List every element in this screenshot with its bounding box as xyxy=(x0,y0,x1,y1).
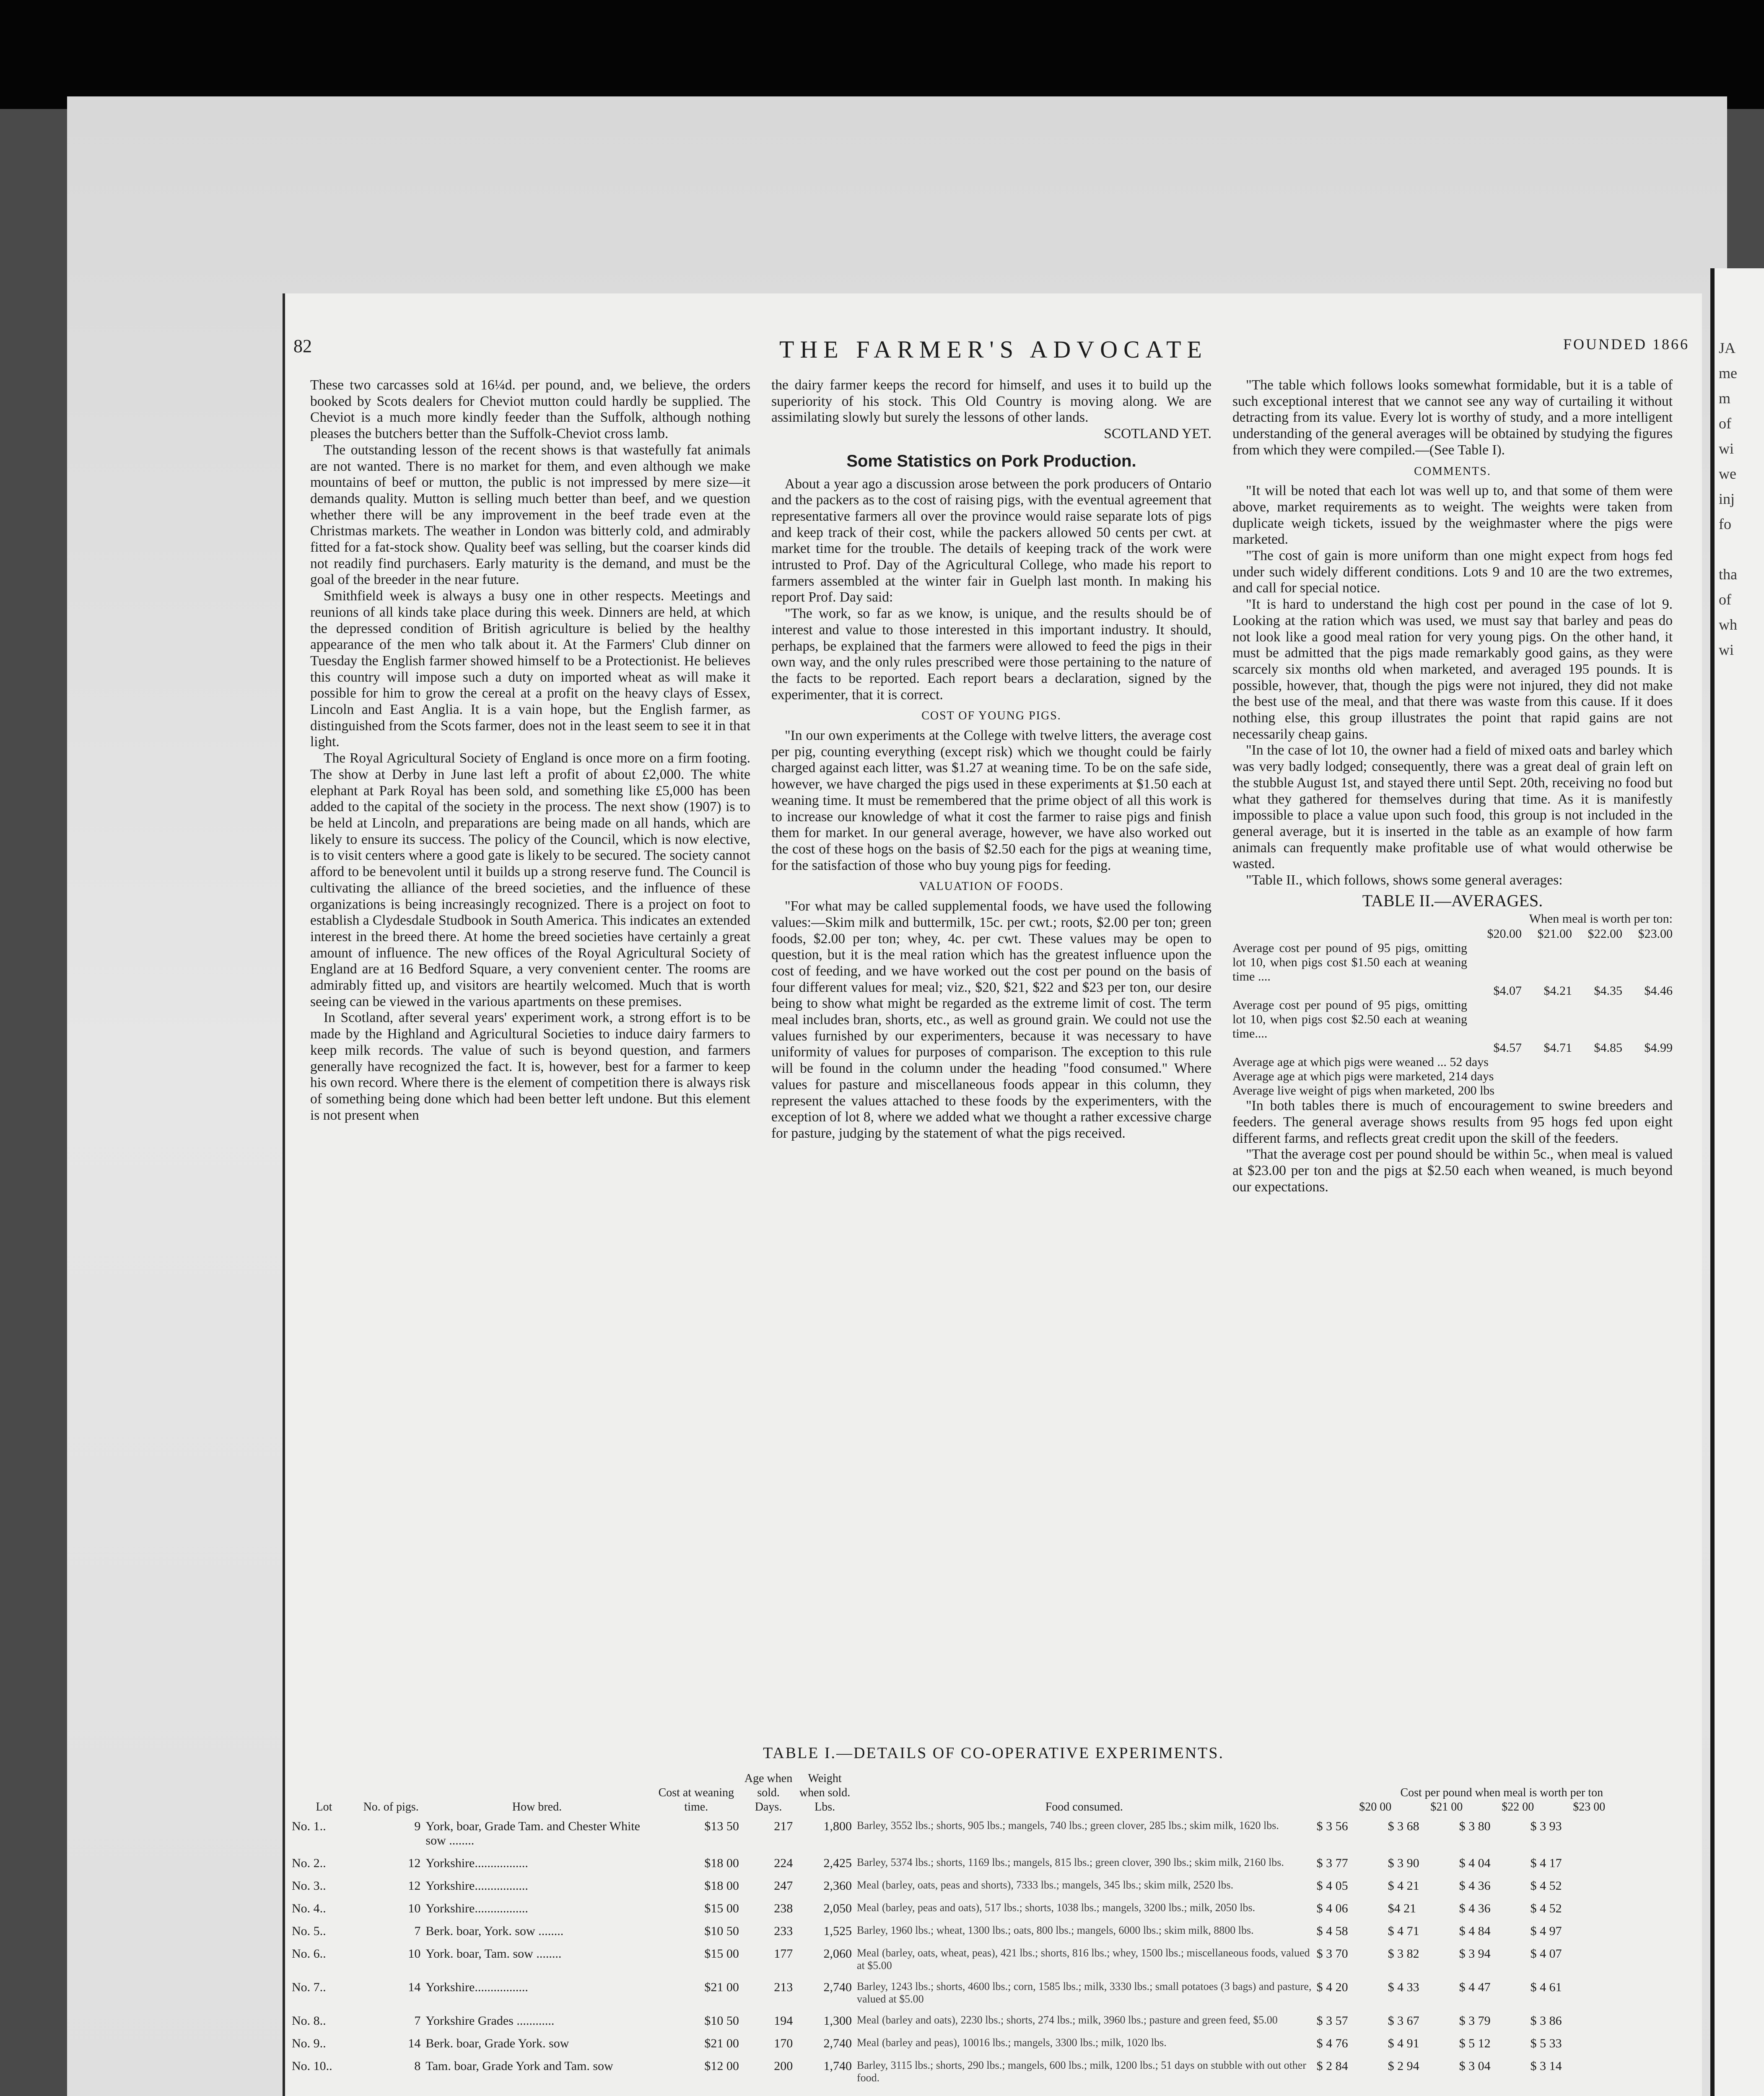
cost-per-pound-cell xyxy=(1314,2055,1689,2088)
table-cell: $4.57 xyxy=(1493,1041,1522,1055)
column-header: No. of pigs. xyxy=(363,1800,419,1813)
cost-value: $ 3 14 xyxy=(1530,2059,1562,2073)
weight-cell: 2,740 xyxy=(823,2036,852,2050)
paragraph: "For what may be called supplemental foods, we have used the following values:—Skim milk and buttermilk, 15c. per cwt.; roots, $2.00 per ton; green foods, $2.00 per ton; whey, 4c. per cwt. These values may be open to question, but it is the meal ration which has the greatest influence upon the cost of feeding, and we have worked out the cost per pound on the basis of four different values for meal; viz., $20, $21, $22 and $23 per ton, our desire being to show what might be regarded as the extreme limit of cost. The term meal includes bran, shorts, etc., as well as ground grain. We could not use the values furnished by our experimenters, because it was necessary to have uniformity of values for purposes of comparison. The exception to this rule will be found in the column under the heading "food consumed." Where values for pasture and miscellaneous foods appear in this column, they represent the values attached to these foods by the experimenters, with the exception of lot 8, where we added what we thought a rather excessive charge for pasture, judging by the statement of what the pigs received. xyxy=(771,898,1211,1141)
weight-cell: 1,800 xyxy=(823,1819,852,1833)
breed-cell: Yorkshire................. xyxy=(425,1879,528,1893)
weight-cell: 2,360 xyxy=(823,1879,852,1893)
weaning-cost-cell: $15 00 xyxy=(704,1901,739,1915)
breed-cell: Berk. boar, Grade York. sow xyxy=(425,2036,569,2050)
weaning-cost-cell: $10 50 xyxy=(704,1924,739,1938)
weight-cell: 2,740 xyxy=(823,1980,852,1994)
cost-value: $ 2 94 xyxy=(1388,2059,1419,2073)
table-2-prices xyxy=(1232,927,1673,941)
pigs-cell: 12 xyxy=(408,1856,421,1870)
cost-value: $ 3 79 xyxy=(1459,2014,1491,2028)
column-header: Weight when sold. Lbs. xyxy=(799,1772,851,1813)
price-header: $23 00 xyxy=(1573,1800,1606,1813)
table-row xyxy=(289,2055,1689,2088)
weight-cell: 1,300 xyxy=(823,2014,852,2028)
cost-per-pound-cell xyxy=(1314,1815,1689,1852)
cost-value: $ 3 94 xyxy=(1459,1947,1491,1961)
subheading: VALUATION OF FOODS. xyxy=(919,880,1064,893)
table-cell: $21.00 xyxy=(1537,927,1572,941)
cost-value: $ 4 47 xyxy=(1459,1980,1491,1994)
adjacent-page-text: JA me m of wi we inj fo tha of wh wi xyxy=(1719,340,1737,658)
cost-value: $ 4 33 xyxy=(1388,1980,1419,1994)
price-header: $22 00 xyxy=(1502,1800,1534,1813)
cost-value: $ 4 97 xyxy=(1530,1924,1562,1938)
table-cell: $4.85 xyxy=(1594,1041,1622,1055)
weight-cell: 2,060 xyxy=(823,1947,852,1961)
weaning-cost-cell: $18 00 xyxy=(704,1879,739,1893)
table-cell: $4.07 xyxy=(1493,984,1522,998)
weaning-cost-cell: $10 50 xyxy=(704,2014,739,2028)
masthead: THE FARMER'S ADVOCATE xyxy=(779,336,1208,363)
table-row xyxy=(289,1943,1689,1976)
cost-per-pound-cell xyxy=(1314,1920,1689,1943)
cost-value: $ 3 86 xyxy=(1530,2014,1562,2028)
table-cell: $4.99 xyxy=(1644,1041,1673,1055)
breed-cell: Yorkshire................. xyxy=(425,1980,528,1994)
breed-cell: Yorkshire................. xyxy=(425,1901,528,1915)
page-header xyxy=(285,335,1702,365)
lot-cell: No. 1.. xyxy=(292,1819,326,1833)
food-cell: Barley, 5374 lbs.; shorts, 1169 lbs.; mangels, 815 lbs.; green clover, 390 lbs.; skim milk, 2160 lbs. xyxy=(857,1856,1284,1868)
cost-value: $ 3 04 xyxy=(1459,2059,1491,2073)
founded-label: FOUNDED 1866 xyxy=(1563,336,1689,353)
cost-per-pound-cell xyxy=(1314,1943,1689,1976)
paragraph: Smithfield week is always a busy one in other respects. Meetings and reunions of all kinds take place during this week. Dinners are held, at which the depressed condition of British agriculture is belied by the healthy appearance of the men who talk about it. At the Farmers' Club dinner on Tuesday the English farmer showed himself to be a Protectionist. He believes this country will impose such a duty on imported wheat as will make it possible for him to grow the cereal at a profit on the heavy clays of Essex, Lincoln and East Anglia. It is a vain hope, but the English farmer, as distinguished from the Scots farmer, does not in the least seem to see it in that light. xyxy=(310,588,750,750)
table-cell: $23.00 xyxy=(1638,927,1673,941)
table-2-row-label: Average cost per pound of 95 pigs, omitting lot 10, when pigs cost $1.50 each at weaning time .... xyxy=(1232,941,1467,984)
cost-value: $ 3 68 xyxy=(1388,1819,1419,1833)
price-headers xyxy=(1317,1800,1687,1814)
age-cell: 238 xyxy=(774,1901,793,1915)
cost-value: $ 3 90 xyxy=(1388,1856,1419,1870)
table-2-row-values xyxy=(1232,1041,1673,1055)
cost-per-pound-cell xyxy=(1314,1852,1689,1875)
lot-cell: No. 4.. xyxy=(292,1901,326,1915)
cost-value: $ 4 36 xyxy=(1459,1901,1491,1915)
table-row xyxy=(289,1875,1689,1897)
cost-value: $ 5 12 xyxy=(1459,2036,1491,2050)
age-cell: 233 xyxy=(774,1924,793,1938)
cost-value: $ 4 17 xyxy=(1530,1856,1562,1870)
weaning-cost-cell: $18 00 xyxy=(704,1856,739,1870)
weight-cell: 1,740 xyxy=(823,2059,852,2073)
paragraph: "In both tables there is much of encouragement to swine breeders and feeders. The general average shows results from 95 hogs fed upon eight different farms, and reflects great credit upon the skill of the feeders. xyxy=(1232,1098,1673,1146)
table-row xyxy=(289,1920,1689,1943)
cost-per-pound-cell xyxy=(1314,1897,1689,1920)
age-cell: 194 xyxy=(774,2014,793,2028)
paragraph: The Royal Agricultural Society of England is once more on a firm footing. The show at Derby in June last left a profit of about £2,000. The white elephant at Park Royal has been sold, and something like £5,000 has been added to the capital of the society in the process. The next show (1907) is to be held at Lincoln, and preparations are being made on all hands, which are likely to ensure its success. The policy of the Council, which is now elective, is to visit centers where a good gate is likely to be secured. The society cannot afford to be benevolent until it builds up a strong reserve fund. The Council is cultivating the alliance of the breed societies, and the influence of these organizations is being increasingly recognized. There is a project on foot to establish a Clydesdale Studbook in South America. This indicates an extended interest in the breed there. At home the breed societies have certainly a great amount of influence. The new offices of the Royal Agricultural Society of England are at 16 Bedford Square, a very convenient center. The rooms are admirably fitted up, and visitors are heartily welcomed. Much that is worth seeing can be viewed in the various apartments on these premises. xyxy=(310,750,750,1009)
paragraph: These two carcasses sold at 16¼d. per pound, and, we believe, the orders booked by Scots dealers for Cheviot mutton could hardly be supplied. The Cheviot is a much more kindly feeder than the Suffolk, although nothing pleases the butchers better than the Suffolk-Cheviot cross lamb. xyxy=(310,377,750,442)
cost-value: $ 4 36 xyxy=(1459,1879,1491,1893)
table-cell: $4.35 xyxy=(1594,984,1622,998)
pigs-cell: 12 xyxy=(408,1879,421,1893)
price-header: $20 00 xyxy=(1359,1800,1392,1813)
page-number: 82 xyxy=(293,336,312,356)
cost-value: $ 4 52 xyxy=(1530,1879,1562,1893)
cost-value: $ 3 80 xyxy=(1459,1819,1491,1833)
breed-cell: Yorkshire Grades ............ xyxy=(425,2014,555,2028)
column-1 xyxy=(310,377,750,1123)
pigs-cell: 9 xyxy=(414,1819,421,1833)
table-row xyxy=(289,2010,1689,2032)
table-1-grid xyxy=(289,1771,1689,2088)
pigs-cell: 7 xyxy=(414,1924,421,1938)
food-cell: Meal (barley and peas), 10016 lbs.; mangels, 3300 lbs.; milk, 1020 lbs. xyxy=(857,2036,1167,2049)
breed-cell: York, boar, Grade Tam. and Chester White sow ........ xyxy=(425,1819,640,1847)
cost-value: $ 3 77 xyxy=(1316,1856,1348,1870)
lot-cell: No. 3.. xyxy=(292,1879,326,1893)
cost-value: $ 4 04 xyxy=(1459,1856,1491,1870)
table-2-line: Average live weight of pigs when marketed, 200 lbs xyxy=(1232,1084,1495,1098)
pigs-cell: 7 xyxy=(414,2014,421,2028)
article-heading: Some Statistics on Pork Production. xyxy=(846,451,1136,470)
table-cell: $20.00 xyxy=(1487,927,1522,941)
paragraph: "The work, so far as we know, is unique, and the results should be of interest and value to those interested in this important industry. It should, perhaps, be explained that the farmers were allowed to feed the pigs in their own way, and the only rules prescribed were those pertaining to the nature of the facts to be reported. Each report bears a declaration, signed by the experimenter, that it is correct. xyxy=(771,606,1211,703)
age-cell: 224 xyxy=(774,1856,793,1870)
food-cell: Barley, 1243 lbs.; shorts, 4600 lbs.; corn, 1585 lbs.; milk, 3330 lbs.; small potatoes (3 bags) and pasture, valued at $5.00 xyxy=(857,1980,1312,2005)
paragraph: "In our own experiments at the College with twelve litters, the average cost per pig, counting everything (except risk) which we thought could be fairly charged against each litter, was $1.27 at weaning time. To be on the safe side, however, we have charged the pigs used in these experiments at $1.50 each at weaning time. It must be remembered that the prime object of all this work is to increase our knowledge of what it cost the farmer to raise pigs and finish them for market. In our general average, however, we have also worked out the cost of these hogs on the basis of $2.50 each for the pigs at weaning time, for the satisfaction of those who buy young pigs for feeding. xyxy=(771,728,1211,873)
cost-value: $ 4 91 xyxy=(1388,2036,1419,2050)
cost-value: $ 4 07 xyxy=(1530,1947,1562,1961)
age-cell: 247 xyxy=(774,1879,793,1893)
table-2-header: When meal is worth per ton: xyxy=(1529,911,1673,926)
column-header: Lot xyxy=(316,1800,332,1813)
weight-cell: 1,525 xyxy=(823,1924,852,1938)
cost-value: $ 2 84 xyxy=(1316,2059,1348,2073)
breed-cell: Yorkshire................. xyxy=(425,1856,528,1870)
weaning-cost-cell: $21 00 xyxy=(704,1980,739,1994)
lot-cell: No. 7.. xyxy=(292,1980,326,1994)
table-2-line: Average age at which pigs were marketed, 214 days xyxy=(1232,1069,1494,1084)
cost-value: $ 4 20 xyxy=(1316,1980,1348,1994)
cost-value: $ 3 70 xyxy=(1316,1947,1348,1961)
age-cell: 170 xyxy=(774,2036,793,2050)
weight-cell: 2,050 xyxy=(823,1901,852,1915)
cost-value: $ 4 71 xyxy=(1388,1924,1419,1938)
weaning-cost-cell: $12 00 xyxy=(704,2059,739,2073)
cost-header: Cost per pound when meal is worth per ton xyxy=(1400,1786,1603,1799)
pigs-cell: 8 xyxy=(414,2059,421,2073)
weaning-cost-cell: $15 00 xyxy=(704,1947,739,1961)
lot-cell: No. 8.. xyxy=(292,2014,326,2028)
table-2-line: Average age at which pigs were weaned ... 52 days xyxy=(1232,1055,1489,1069)
cost-value: $ 4 06 xyxy=(1316,1901,1348,1915)
cost-value: $ 5 33 xyxy=(1530,2036,1562,2050)
food-cell: Meal (barley, oats, peas and shorts), 7333 lbs.; mangels, 345 lbs.; skim milk, 2520 lbs. xyxy=(857,1879,1234,1891)
age-cell: 177 xyxy=(774,1947,793,1961)
cost-per-pound-cell xyxy=(1314,2032,1689,2055)
table-2-row-values xyxy=(1232,984,1673,998)
breed-cell: Berk. boar, York. sow ........ xyxy=(425,1924,564,1938)
age-cell: 217 xyxy=(774,1819,793,1833)
table-2-row-label: Average cost per pound of 95 pigs, omitting lot 10, when pigs cost $2.50 each at weaning time.... xyxy=(1232,998,1467,1041)
paragraph: "It will be noted that each lot was well up to, and that some of them were above, market requirements as to weight. The weights were taken from duplicate weigh tickets, issued by the weighmaster where the pigs were marketed. xyxy=(1232,483,1673,547)
table-1-body xyxy=(289,1815,1689,2088)
paragraph: "Table II., which follows, shows some general averages: xyxy=(1246,872,1563,888)
author-signature: SCOTLAND YET. xyxy=(1104,426,1211,442)
table-cell: $4.71 xyxy=(1544,1041,1572,1055)
age-cell: 200 xyxy=(774,2059,793,2073)
column-header xyxy=(1314,1771,1689,1815)
cost-value: $4 21 xyxy=(1388,1901,1416,1915)
paragraph: "The table which follows looks somewhat formidable, but it is a table of such exceptional interest that we cannot see any way of curtailing it without detracting from its value. Every lot is worthy of study, and a more intelligent understanding of the general averages will be obtained by studying the figures from which they were compiled.—(See Table I). xyxy=(1232,377,1673,458)
food-cell: Barley, 1960 lbs.; wheat, 1300 lbs.; oats, 800 lbs.; mangels, 6000 lbs.; skim milk, 8800 lbs. xyxy=(857,1924,1254,1936)
table-row xyxy=(289,1815,1689,1852)
table-row xyxy=(289,1897,1689,1920)
table-row xyxy=(289,1852,1689,1875)
cost-value: $ 3 67 xyxy=(1388,2014,1419,2028)
food-cell: Meal (barley, peas and oats), 517 lbs.; shorts, 1038 lbs.; mangels, 3200 lbs.; milk, 2050 lbs. xyxy=(857,1901,1256,1914)
paragraph: In Scotland, after several years' experiment work, a strong effort is to be made by the Highland and Agricultural Societies to induce dairy farmers to keep milk records. The value of such is beyond question, and farmers generally have recognized the fact. It is, however, best for a farmer to keep his own record. Where there is the element of competition there is always risk of something being done which had been better left undone. But this element is not present when xyxy=(310,1010,750,1123)
cost-value: $ 3 93 xyxy=(1530,1819,1562,1833)
cost-value: $ 4 61 xyxy=(1530,1980,1562,1994)
age-cell: 213 xyxy=(774,1980,793,1994)
lot-cell: No. 5.. xyxy=(292,1924,326,1938)
subheading: COMMENTS. xyxy=(1414,464,1491,478)
film-border-top xyxy=(0,0,1764,109)
cost-value: $ 4 76 xyxy=(1316,2036,1348,2050)
cost-per-pound-cell xyxy=(1314,2010,1689,2032)
food-cell: Barley, 3552 lbs.; shorts, 905 lbs.; mangels, 740 lbs.; green clover, 285 lbs.; skim milk, 1620 lbs. xyxy=(857,1819,1279,1831)
table-header-row xyxy=(289,1771,1689,1815)
lot-cell: No. 9.. xyxy=(292,2036,326,2050)
cost-value: $ 4 52 xyxy=(1530,1901,1562,1915)
column-header: Cost at weaning time. xyxy=(658,1786,734,1813)
food-cell: Barley, 3115 lbs.; shorts, 290 lbs.; mangels, 600 lbs.; milk, 1200 lbs.; 51 days on stubble with out other food. xyxy=(857,2059,1306,2084)
subheading: COST OF YOUNG PIGS. xyxy=(921,709,1061,723)
lot-cell: No. 2.. xyxy=(292,1856,326,1870)
cost-value: $ 4 05 xyxy=(1316,1879,1348,1893)
newspaper-page xyxy=(285,293,1702,2096)
pigs-cell: 14 xyxy=(408,2036,421,2050)
paragraph: "It is hard to understand the high cost per pound in the case of lot 9. Looking at the ration which was used, we must say that barley and peas do not look like a good meal ration for very young pigs. On the other hand, it must be admitted that the pigs made remarkably good gains, as they were scarcely six months old when marketed, and averaged 195 pounds. It is possible, however, that, though the pigs were not injured, they did not make the best use of the meal, and that there was waste from this cause. If it does nothing else, this group illustrates the point that rapid gains are not necessarily cheap gains. xyxy=(1232,597,1673,742)
table-row xyxy=(289,1976,1689,2010)
lot-cell: No. 10.. xyxy=(292,2059,332,2073)
lot-cell: No. 6.. xyxy=(292,1947,326,1961)
paragraph: "The cost of gain is more uniform than one might expect from hogs fed under such widely different conditions. Lots 9 and 10 are the two extremes, and call for special notice. xyxy=(1232,548,1673,596)
table-1 xyxy=(285,1744,1702,2088)
breed-cell: York. boar, Tam. sow ........ xyxy=(425,1947,562,1961)
table-row xyxy=(289,2032,1689,2055)
table-cell: $4.46 xyxy=(1644,984,1673,998)
paragraph: About a year ago a discussion arose between the pork producers of Ontario and the packers as to the cost of raising pigs, with the eventual agreement that representative farmers all over the province would raise separate lots of pigs and keep track of their cost, while the packers allowed 50 cents per cwt. at market time for the trouble. The details of keeping track of the work were intrusted to Prof. Day of the Agricultural College, who made his report to farmers assembled at the winter fair in Guelph last month. In making his report Prof. Day said: xyxy=(771,476,1211,605)
pigs-cell: 10 xyxy=(408,1947,421,1961)
weight-cell: 2,425 xyxy=(823,1856,852,1870)
weaning-cost-cell: $21 00 xyxy=(704,2036,739,2050)
paragraph: "In the case of lot 10, the owner had a field of mixed oats and barley which was very badly lodged; consequently, there was a great deal of grain left on the stubble August 1st, and stayed there until Sept. 20th, receiving no food but what they gathered for themselves during that time. As it is manifestly impossible to place a value upon such food, this group is not included in the general average, but it is inserted in the table as an example of how farm animals can frequently make profitable use of what would otherwise be wasted. xyxy=(1232,742,1673,872)
column-header: Food consumed. xyxy=(1045,1800,1123,1813)
cost-value: $ 3 56 xyxy=(1316,1819,1348,1833)
table-cell: $22.00 xyxy=(1588,927,1622,941)
paragraph: The outstanding lesson of the recent shows is that wastefully fat animals are not wanted. There is no market for them, and even although we make mountains of beef or mutton, the public is not impressed by mere size—it demands quality. Mutton is selling much better than beef, and we question whether there will be any improvement in the beef trade even at the Christmas markets. The weather in London was bitterly cold, and admirably fitted for a fat-stock show. Quality beef was selling, but the coarser kinds did not readily find purchasers. Early maturity is the demand, and must be the goal of the breeder in the near future. xyxy=(310,442,750,588)
food-cell: Meal (barley, oats, wheat, peas), 421 lbs.; shorts, 816 lbs.; whey, 1500 lbs.; miscellaneous foods, valued at $5.00 xyxy=(857,1947,1310,1971)
pigs-cell: 14 xyxy=(408,1980,421,1994)
table-cell: $4.21 xyxy=(1544,984,1572,998)
column-2 xyxy=(771,377,1211,1142)
column-3 xyxy=(1232,377,1673,1195)
cost-per-pound-cell xyxy=(1314,1976,1689,2010)
weaning-cost-cell: $13 50 xyxy=(704,1819,739,1833)
cost-value: $ 3 82 xyxy=(1388,1947,1419,1961)
cost-per-pound-cell xyxy=(1314,1875,1689,1897)
paragraph: "That the average cost per pound should be within 5c., when meal is valued at $23.00 per ton and the pigs at $2.50 each when weaned, is much beyond our expectations. xyxy=(1232,1147,1673,1195)
cost-value: $ 4 58 xyxy=(1316,1924,1348,1938)
paragraph: the dairy farmer keeps the record for himself, and uses it to build up the superiority of his stock. This Old Country is moving along. We are assimilating slowly but surely the lessons of other lands. xyxy=(771,377,1211,425)
table-1-title: TABLE I.—DETAILS OF CO-OPERATIVE EXPERIMENTS. xyxy=(763,1744,1224,1762)
cost-value: $ 3 57 xyxy=(1316,2014,1348,2028)
pigs-cell: 10 xyxy=(408,1901,421,1915)
column-header: How bred. xyxy=(512,1800,562,1813)
food-cell: Meal (barley and oats), 2230 lbs.; shorts, 274 lbs.; milk, 3960 lbs.; pasture and green feed, $5.00 xyxy=(857,2014,1278,2026)
table-2-title: TABLE II.—AVERAGES. xyxy=(1362,891,1543,910)
breed-cell: Tam. boar, Grade York and Tam. sow xyxy=(425,2059,613,2073)
column-header: Age when sold. Days. xyxy=(744,1772,793,1813)
price-header: $21 00 xyxy=(1430,1800,1463,1813)
cost-value: $ 4 21 xyxy=(1388,1879,1419,1893)
cost-value: $ 4 84 xyxy=(1459,1924,1491,1938)
